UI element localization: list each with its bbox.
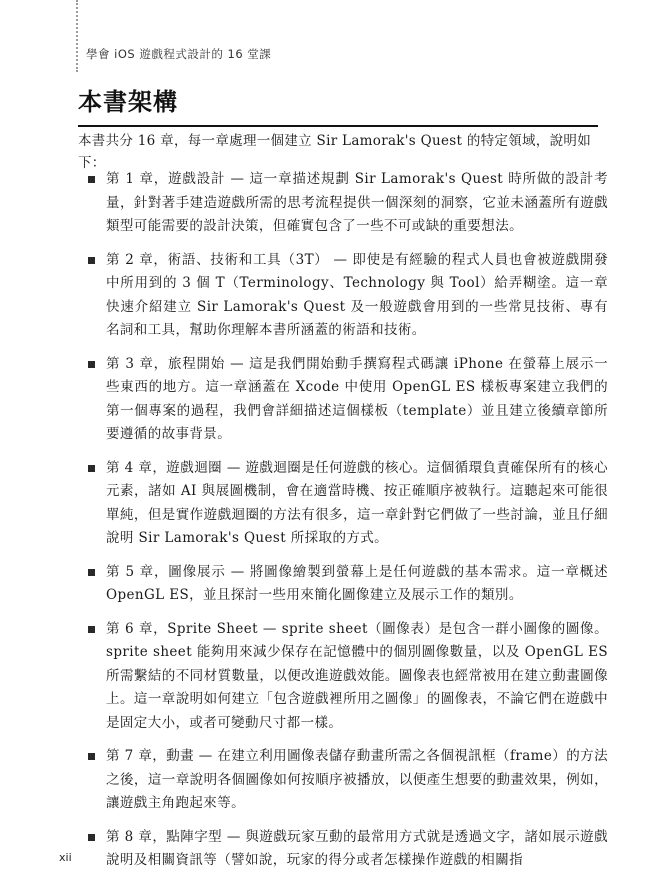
chapter-item-6 [88,618,608,736]
running-header: 學會 iOS 遊戲程式設計的 16 堂課 [86,47,272,61]
square-bullet-icon [88,569,95,576]
square-bullet-icon [88,626,95,633]
header-dotted-rule [76,0,78,72]
intro-paragraph: 本書共分 16 章，每一章處理一個建立 Sir Lamorak's Quest 的特定領域，說明如下： [78,133,592,171]
chapter-item-8 [88,826,608,873]
square-bullet-icon [88,753,95,760]
chapter-item-5 [88,561,608,608]
section-title: 本書架構 [78,82,598,127]
square-bullet-icon [88,257,95,264]
square-bullet-icon [88,834,95,841]
chapter-item-2 [88,249,608,343]
chapter-text: 第 6 章，Sprite Sheet — sprite sheet（圖像表）是包含一群小圖像的圖像。sprite sheet 能夠用來減少保存在記憶體中的個別圖像數量，以及 OpenGL ES 所需繫結的不同材質數量，以便改進遊戲效能。圖像表也經常被用在建立動畫圖像上。這一章說明如何建立「包含遊戲裡所用之圖像」的圖像表，不論它們在遊戲中是固定大小，或者可變動尺寸都一樣。 [106,620,608,731]
square-bullet-icon [88,361,95,368]
chapter-text: 第 3 章，旅程開始 — 這是我們開始動手撰寫程式碼讓 iPhone 在螢幕上展示一些東西的地方。這一章涵蓋在 Xcode 中使用 OpenGL ES 樣板專案建立我們的第一個專案的過程，我們會詳細描述這個樣板（template）並且建立後續章節所要遵循的故事背景。 [106,355,608,442]
chapter-item-1 [88,168,608,239]
chapter-text: 第 4 章，遊戲迴圈 — 遊戲迴圈是任何遊戲的核心。這個循環負責確保所有的核心元素，諸如 AI 與展圖機制，會在適當時機、按正確順序被執行。這聽起來可能很單純，但是實作遊戲迴圈的方法有很多，這一章針對它們做了一些討論，並且仔細說明 Sir Lamorak's Quest 所採取的方式。 [106,459,608,546]
chapter-text: 第 7 章，動畫 — 在建立利用圖像表儲存動畫所需之各個視訊框（frame）的方法之後，這一章說明各個圖像如何按順序被播放，以便產生想要的動畫效果，例如，讓遊戲主角跑起來等。 [106,748,608,811]
chapter-text: 第 1 章，遊戲設計 — 這一章描述規劃 Sir Lamorak's Quest 時所做的設計考量，針對著手建造遊戲所需的思考流程提供一個深刻的洞察，它並未涵蓋所有遊戲類型可能需要的設計決策，但確實包含了一些不可或缺的重要想法。 [106,171,608,234]
page-number: xii [59,851,72,864]
square-bullet-icon [88,465,95,472]
chapter-text: 第 5 章，圖像展示 — 將圖像繪製到螢幕上是任何遊戲的基本需求。這一章概述 OpenGL ES，並且探討一些用來簡化圖像建立及展示工作的類別。 [106,563,608,603]
chapter-item-4 [88,457,608,551]
chapter-text: 第 2 章，術語、技術和工具（3T） — 即使是有經驗的程式人員也會被遊戲開發中所用到的 3 個 T（Terminology、Technology 與 Tool）給弄糊塗。這一章快速介紹建立 Sir Lamorak's Quest 及一般遊戲會用到的一些常見技術、專有名詞和工具，幫助你理解本書所涵蓋的術語和技術。 [106,251,608,338]
square-bullet-icon [88,176,95,183]
chapter-text: 第 8 章，點陣字型 — 與遊戲玩家互動的最常用方式就是透過文字，諸如展示遊戲說明及相關資訊等（譬如說，玩家的得分或者怎樣操作遊戲的相關指 [106,828,608,868]
chapter-list [88,168,608,883]
chapter-item-7 [88,745,608,816]
chapter-item-3 [88,353,608,447]
